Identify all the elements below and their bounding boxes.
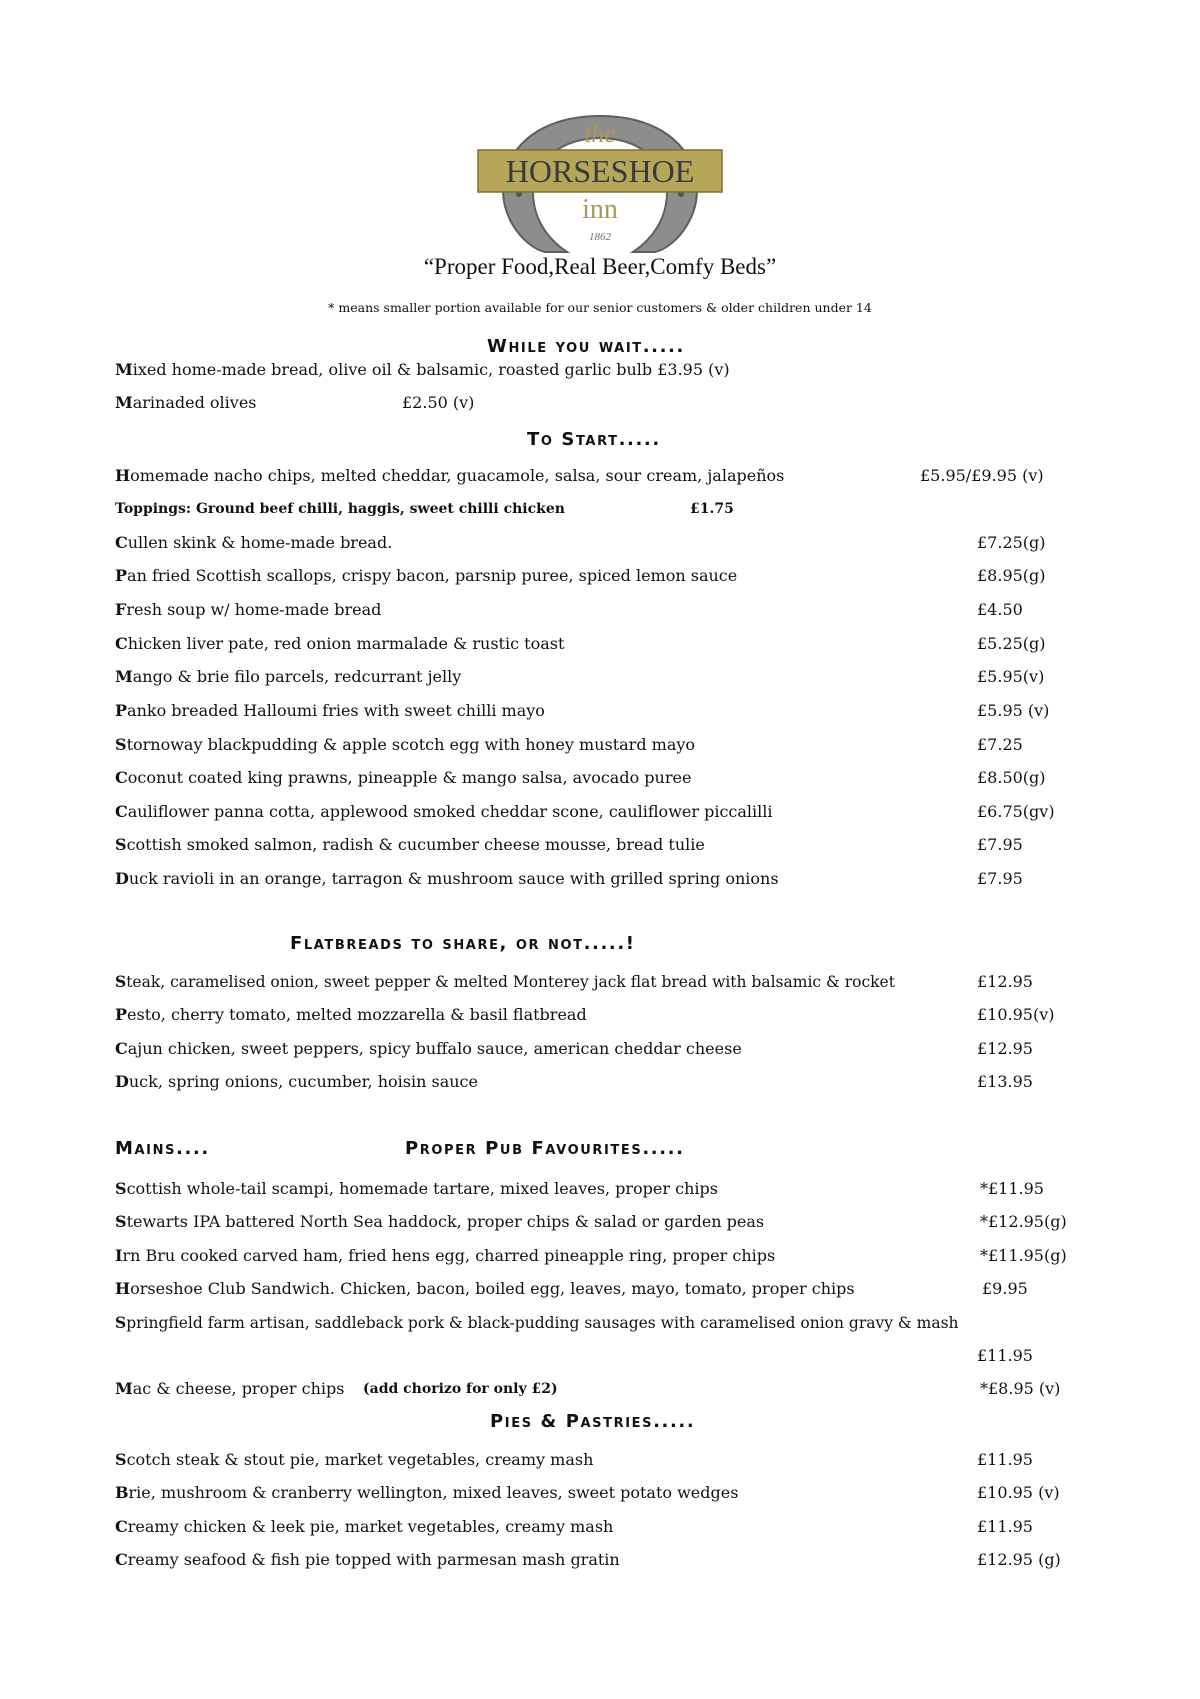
item-description: Irn Bru cooked carved ham, fried hens egg, charred pineapple ring, proper chips [115,1246,776,1265]
item-price: £13.95 [977,1072,1033,1091]
item-price: £12.95 [977,972,1033,991]
logo-inn: inn [582,194,618,225]
item-description: Mango & brie filo parcels, redcurrant jelly [115,667,462,686]
menu-item [115,464,1095,488]
item-description: Stewarts IPA battered North Sea haddock, proper chips & salad or garden peas [115,1212,765,1231]
item-description: Cauliflower panna cotta, applewood smoked cheddar scone, cauliflower piccalilli [115,802,773,821]
menu-item [115,1515,1095,1539]
item-description: Springfield farm artisan, saddleback pork & black-pudding sausages with caramelised onion gravy & mash [115,1313,959,1332]
horseshoe-logo-graphic [475,112,725,254]
item-description: Brie, mushroom & cranberry wellington, mixed leaves, sweet potato wedges [115,1483,739,1502]
menu-item [115,665,1095,689]
heading-mains: Mains.... [115,1138,210,1159]
item-description: Creamy chicken & leek pie, market vegetables, creamy mash [115,1517,614,1536]
tagline: “Proper Food,Real Beer,Comfy Beds” [423,254,777,279]
item-description: Panko breaded Halloumi fries with sweet chilli mayo [115,701,545,720]
menu-item [115,564,1095,588]
menu-item [115,800,1095,824]
item-price: £8.95(g) [977,566,1046,585]
item-description: Scotch steak & stout pie, market vegetables, creamy mash [115,1450,594,1469]
item-description: Cajun chicken, sweet peppers, spicy buffalo sauce, american cheddar cheese [115,1039,742,1058]
item-price: £12.95 [977,1039,1033,1058]
menu-item [115,1003,1095,1027]
menu-item [115,1210,1095,1234]
menu-item [115,391,1095,415]
item-description: Creamy seafood & fish pie topped with parmesan mash gratin [115,1550,620,1569]
heading-flatbreads: Flatbreads to share, or not.....! [290,933,636,954]
item-price: *£11.95(g) [980,1246,1067,1265]
item-description: Scottish whole-tail scampi, homemade tartare, mixed leaves, proper chips [115,1179,718,1198]
menu-item [115,1277,1095,1301]
item-price: £5.95/£9.95 (v) [920,466,1044,485]
item-description: Steak, caramelised onion, sweet pepper & melted Monterey jack flat bread with balsamic & rocket [115,972,895,991]
item-price: £5.95 (v) [977,701,1050,720]
menu-item [115,867,1095,891]
item-description: Chicken liver pate, red onion marmalade & rustic toast [115,634,565,653]
item-extra: (add chorizo for only £2) [363,1381,558,1397]
item-description: Stornoway blackpudding & apple scotch egg with honey mustard mayo [115,735,696,754]
item-price: £10.95 (v) [977,1483,1060,1502]
item-price: *£12.95(g) [980,1212,1067,1231]
item-description: Duck, spring onions, cucumber, hoisin sauce [115,1072,478,1091]
menu-item [115,358,1095,382]
menu-item [115,1448,1095,1472]
logo-year: 1862 [589,231,611,243]
heading-while-you-wait: While you wait..... [487,336,685,357]
item-price: £11.95 [977,1346,1033,1365]
menu-item [115,1177,1095,1201]
item-price: *£11.95 [980,1179,1044,1198]
heading-pub-favourites: Proper Pub Favourites..... [405,1138,685,1159]
menu-item [115,598,1095,622]
menu-item [115,1377,1095,1401]
logo-name: HORSESHOE [505,153,695,189]
item-price: £7.95 [977,869,1023,888]
menu-item-toppings [115,497,1095,521]
item-price: £12.95 (g) [977,1550,1061,1569]
item-price: £6.75(gv) [977,802,1055,821]
menu-item [115,766,1095,790]
menu-item [115,699,1095,723]
item-price: £10.95(v) [977,1005,1055,1024]
item-price: £7.25(g) [977,533,1046,552]
item-price: £1.75 [690,501,734,517]
item-description: Duck ravioli in an orange, tarragon & mushroom sauce with grilled spring onions [115,869,779,888]
menu-item-price-line [115,1344,1095,1368]
item-description: Homemade nacho chips, melted cheddar, guacamole, salsa, sour cream, jalapeños [115,466,785,485]
menu-item [115,733,1095,757]
item-price: £4.50 [977,600,1023,619]
horseshoe-inn-logo [475,112,725,254]
menu-item [115,632,1095,656]
item-description: Toppings: Ground beef chilli, haggis, sweet chilli chicken [115,501,565,517]
item-price: £11.95 [977,1517,1033,1536]
menu-item [115,1548,1095,1572]
menu-item [115,1481,1095,1505]
item-description: Mac & cheese, proper chips [115,1379,345,1398]
item-price: *£8.95 (v) [980,1379,1061,1398]
menu-item [115,833,1095,857]
item-description: Pesto, cherry tomato, melted mozzarella & basil flatbread [115,1005,587,1024]
item-description: Pan fried Scottish scallops, crispy bacon, parsnip puree, spiced lemon sauce [115,566,738,585]
menu-item [115,1244,1095,1268]
menu-item [115,1070,1095,1094]
item-price: £2.50 (v) [402,393,475,412]
item-description: Fresh soup w/ home-made bread [115,600,382,619]
item-price: £9.95 [982,1279,1028,1298]
item-price: £11.95 [977,1450,1033,1469]
heading-pies-pastries: Pies & Pastries..... [490,1411,696,1432]
item-description: Horseshoe Club Sandwich. Chicken, bacon, boiled egg, leaves, mayo, tomato, proper chips [115,1279,855,1298]
item-description: Scottish smoked salmon, radish & cucumber cheese mousse, bread tulie [115,835,705,854]
item-description: Mixed home-made bread, olive oil & balsamic, roasted garlic bulb £3.95 (v) [115,360,730,379]
item-price: £7.95 [977,835,1023,854]
logo-the: the [584,119,616,148]
item-description: Coconut coated king prawns, pineapple & mango salsa, avocado puree [115,768,692,787]
heading-to-start: To Start..... [527,429,661,450]
menu-item [115,970,1095,994]
item-price: £7.25 [977,735,1023,754]
menu-item [115,1037,1095,1061]
item-price: £5.95(v) [977,667,1045,686]
item-price: £5.25(g) [977,634,1046,653]
item-description: Marinaded olives [115,393,257,412]
item-price: £8.50(g) [977,768,1046,787]
item-description: Cullen skink & home-made bread. [115,533,393,552]
menu-item [115,531,1095,555]
portion-note: * means smaller portion available for our senior customers & older children under 14 [328,300,872,315]
menu-item [115,1311,1095,1335]
